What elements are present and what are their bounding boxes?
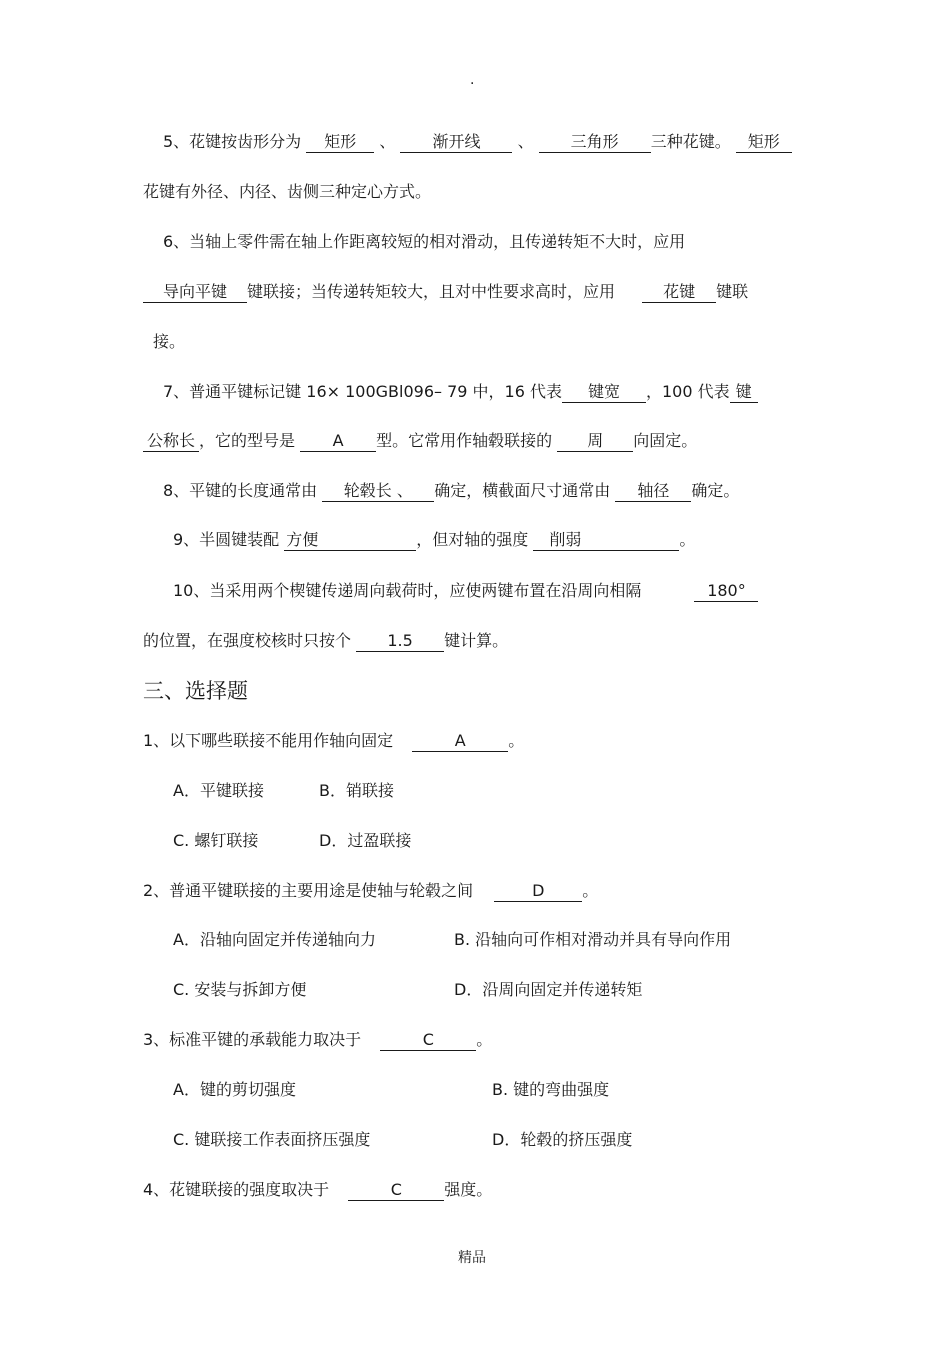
q6-mid: 键联接；当传递转矩较大，且对中性要求高时，应用	[247, 282, 616, 301]
choice-q1-option-d: D．过盈联接	[319, 831, 412, 850]
q8-line	[163, 480, 739, 502]
q7-answer-2a: 键	[730, 382, 758, 403]
choice-q1-end: 。	[508, 731, 525, 750]
choice-q3-stem	[143, 1029, 492, 1051]
choice-q2-option-a: A．沿轴向固定并传递轴向力	[173, 930, 376, 949]
q8-mid: 确定，横截面尺寸通常由	[434, 481, 611, 500]
q7-mid2: ，它的型号是	[199, 431, 296, 450]
q5-answer-1: 矩形	[306, 132, 374, 153]
q9-answer-2: 削弱	[533, 530, 679, 551]
section-heading: 三、选择题	[143, 679, 248, 703]
q9-tail: 。	[679, 530, 696, 549]
choice-q3-option-b: B. 键的弯曲强度	[492, 1080, 610, 1099]
choice-q4-end: 强度。	[444, 1180, 493, 1199]
q9-line	[173, 529, 695, 551]
q5-answer-3: 三角形	[539, 132, 651, 153]
q6-answer-1: 导向平键	[143, 282, 247, 303]
choice-q2-text: 2、普通平键联接的主要用途是使轴与轮毂之间	[143, 881, 474, 900]
choice-q2-option-b: B. 沿轴向可作相对滑动并具有导向作用	[454, 930, 732, 949]
choice-q4-stem	[143, 1179, 492, 1201]
choice-q4-text: 4、花键联接的强度取决于	[143, 1180, 330, 1199]
q10-text: 10、当采用两个楔键传递周向载荷时，应使两键布置在沿周向相隔	[173, 581, 642, 600]
q6-answer-2: 花键	[642, 282, 716, 303]
q9-lead: 9、半圆键装配	[173, 530, 280, 549]
q9-mid: ，但对轴的强度	[416, 530, 529, 549]
choice-q3-answer: C	[380, 1030, 476, 1051]
choice-q2-option-d: D．沿周向固定并传递转矩	[454, 980, 643, 999]
choice-q1-answer: A	[412, 731, 508, 752]
q7-answer-1: 键宽	[562, 382, 646, 403]
choice-q1-option-b: B．销联接	[319, 781, 394, 800]
q9-answer-1: 方便	[284, 530, 416, 551]
q10-lead2: 的位置，在强度校核时只按个	[143, 631, 352, 650]
q10-answer-2: 1.5	[356, 631, 444, 652]
q5-answer-4: 矩形	[736, 132, 792, 153]
q10-line2	[143, 630, 508, 652]
q7-tail: 向固定。	[633, 431, 698, 450]
q6-line1: 6、当轴上零件需在轴上作距离较短的相对滑动，且传递转矩不大时，应用	[163, 232, 686, 251]
choice-q3-option-a: A．键的剪切强度	[173, 1080, 296, 1099]
footer-label: 精品	[458, 1250, 486, 1266]
choice-q2-answer: D	[494, 881, 582, 902]
q7-lead: 7、普通平键标记键 16× 100GBl096– 79 中，16 代表	[163, 382, 562, 401]
q5-line2: 花键有外径、内径、齿侧三种定心方式。	[143, 182, 432, 201]
choice-q3-end: 。	[476, 1030, 493, 1049]
q5-mid: 三种花键。	[650, 132, 731, 151]
q8-answer-2: 轴径	[615, 481, 691, 502]
q5-sep-2: 、	[517, 132, 534, 151]
q10-line1	[173, 580, 758, 602]
choice-q2-end: 。	[582, 881, 599, 900]
q10-answer-1: 180°	[694, 581, 758, 602]
choice-q3-option-d: D．轮毂的挤压强度	[492, 1130, 633, 1149]
choice-q3-option-c: C. 键联接工作表面挤压强度	[173, 1130, 371, 1149]
choice-q1-stem	[143, 730, 524, 752]
choice-q4-answer: C	[348, 1180, 444, 1201]
q6-line3: 接。	[153, 332, 186, 351]
choice-q1-option-a: A．平键联接	[173, 781, 264, 800]
q8-answer-1: 轮毂长 、	[322, 481, 434, 502]
q7-mid3: 型。它常用作轴毂联接的	[376, 431, 553, 450]
q8-tail: 确定。	[691, 481, 740, 500]
choice-q1-text: 1、以下哪些联接不能用作轴向固定	[143, 731, 394, 750]
q7-mid: ，100 代表	[646, 382, 730, 401]
q7-answer-4: 周	[557, 431, 633, 452]
q6-tail: 键联	[716, 282, 749, 301]
choice-q2-option-c: C. 安装与拆卸方便	[173, 980, 307, 999]
q8-lead: 8、平键的长度通常由	[163, 481, 318, 500]
q10-tail: 键计算。	[444, 631, 509, 650]
q7-answer-3: A	[300, 431, 376, 452]
q5-lead: 5、花键按齿形分为	[163, 132, 302, 151]
choice-q1-option-c: C. 螺钉联接	[173, 831, 259, 850]
q7-answer-2b: 公称长	[143, 431, 199, 452]
q5-answer-2: 渐开线	[400, 132, 512, 153]
choice-q3-text: 3、标准平键的承载能力取决于	[143, 1030, 362, 1049]
q5-sep-1: 、	[379, 132, 396, 151]
header-mark: .	[470, 72, 475, 88]
q5-line1	[163, 131, 792, 153]
q6-line2	[143, 281, 748, 303]
q7-line2	[143, 430, 697, 452]
choice-q2-stem	[143, 880, 598, 902]
q7-line1	[163, 381, 758, 403]
